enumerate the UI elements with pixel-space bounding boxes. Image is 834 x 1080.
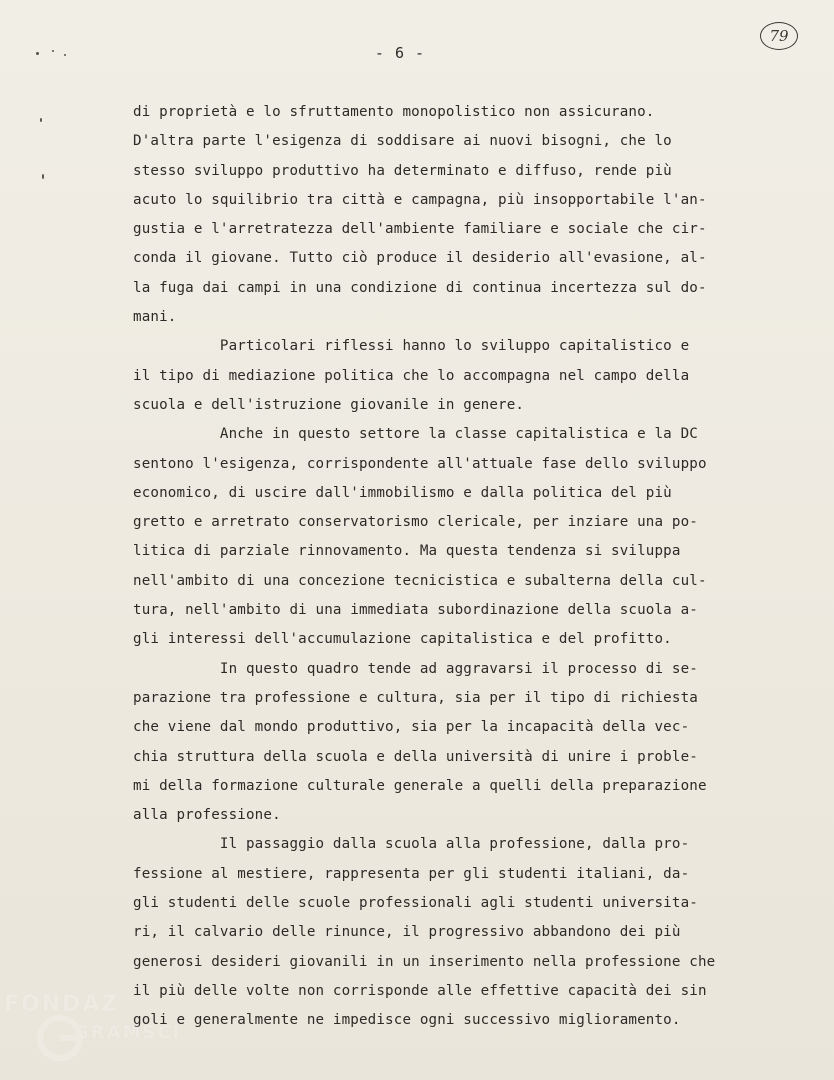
text-line: tura, nell'ambito di una immediata subordinazione della scuola a- [133, 602, 698, 619]
text-line: acuto lo squilibrio tra città e campagna, più insopportabile l'an- [133, 191, 707, 208]
text-line: la fuga dai campi in una condizione di continua incertezza sul do- [133, 279, 707, 296]
text-line: di proprietà e lo sfruttamento monopolistico non assicurano. [133, 104, 655, 120]
text-line: scuola e dell'istruzione giovanile in genere. [133, 396, 525, 413]
watermark-line-1: FONDAZ [4, 992, 120, 1017]
paper-speck [42, 174, 44, 179]
page-number: - 6 - [374, 44, 426, 62]
text-line: conda il giovane. Tutto ciò produce il desiderio all'evasione, al- [133, 250, 707, 267]
typed-body-text [133, 98, 793, 1036]
text-line: ri, il calvario delle rinunce, il progressivo abbandono dei più [133, 924, 681, 941]
text-line: il tipo di mediazione politica che lo accompagna nel campo della [133, 367, 690, 384]
watermark-line-2: GRAMSCI [74, 1022, 182, 1043]
text-line: mani. [133, 309, 177, 326]
text-line: D'altra parte l'esigenza di soddisare ai nuovi bisogni, che lo [133, 133, 672, 150]
text-line: Particolari riflessi hanno lo sviluppo capitalistico e [133, 338, 690, 355]
text-line: chia struttura della scuola e della università di unire i proble- [133, 748, 698, 765]
text-line: litica di parziale rinnovamento. Ma questa tendenza si sviluppa [133, 543, 681, 560]
text-line: fessione al mestiere, rappresenta per gli studenti italiani, da- [133, 865, 690, 882]
text-line: parazione tra professione e cultura, sia per il tipo di richiesta [133, 689, 698, 706]
text-line: gustia e l'arretratezza dell'ambiente familiare e sociale che cir- [133, 221, 707, 238]
text-line: stesso sviluppo produttivo ha determinato e diffuso, rende più [133, 162, 672, 179]
text-line: In questo quadro tende ad aggravarsi il processo di se- [133, 660, 698, 677]
watermark-logo-icon [30, 1012, 100, 1062]
text-line: goli e generalmente ne impedisce ogni successivo miglioramento. [133, 1012, 681, 1029]
text-line: sentono l'esigenza, corrispondente all'attuale fase dello sviluppo [133, 455, 707, 472]
foundation-watermark [4, 988, 224, 1068]
text-line: economico, di uscire dall'immobilismo e dalla politica del più [133, 484, 672, 501]
text-line: nell'ambito di una concezione tecnicistica e subalterna della cul- [133, 572, 707, 589]
text-line: Anche in questo settore la classe capitalistica e la DC [133, 426, 698, 443]
text-line: gli studenti delle scuole professionali agli studenti universita- [133, 895, 698, 912]
text-line: generosi desideri giovanili in un inserimento nella professione che [133, 953, 716, 970]
paper-speck [40, 118, 42, 122]
archive-stamp: 79 [760, 22, 798, 50]
text-line: Il passaggio dalla scuola alla professione, dalla pro- [133, 836, 690, 853]
text-line: gretto e arretrato conservatorismo clericale, per inziare una po- [133, 514, 698, 531]
text-line: gli interessi dell'accumulazione capitalistica e del profitto. [133, 631, 672, 648]
text-line: il più delle volte non corrisponde alle effettive capacità dei sin [133, 982, 707, 999]
text-line: alla professione. [133, 807, 281, 824]
text-line: mi della formazione culturale generale a quelli della preparazione [133, 777, 707, 794]
text-line: che viene dal mondo produttivo, sia per la incapacità della vec- [133, 719, 690, 736]
